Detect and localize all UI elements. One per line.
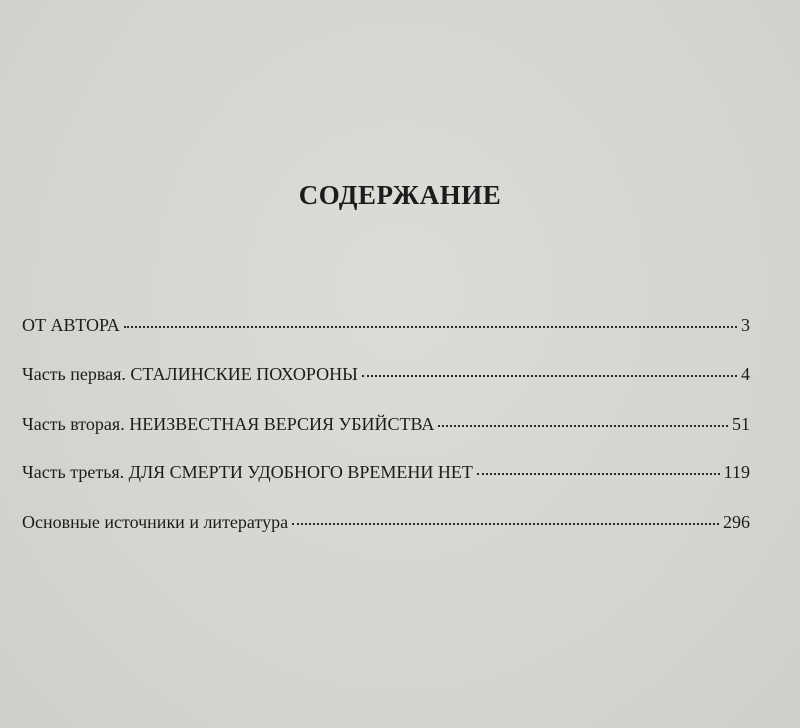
dot-leader: [362, 375, 737, 377]
dot-leader: [477, 473, 720, 475]
dot-leader: [124, 326, 737, 328]
toc-entry: [22, 414, 750, 435]
toc-entry: [22, 315, 750, 336]
toc-entry-label: ОТ АВТОРА: [22, 315, 120, 335]
toc-entry: [22, 364, 750, 385]
toc-entry: [22, 512, 750, 533]
toc-entry-page: 4: [741, 364, 750, 384]
page-title: СОДЕРЖАНИЕ: [298, 180, 502, 210]
toc-entry-label: Часть вторая. НЕИЗВЕСТНАЯ ВЕРСИЯ УБИЙСТВА: [22, 414, 435, 434]
toc-entry-label: Основные источники и литература: [22, 512, 289, 532]
dot-leader: [292, 523, 719, 525]
toc-entry: [22, 462, 750, 483]
toc-entry-page: 119: [723, 462, 750, 482]
toc-entry-page: 296: [723, 512, 750, 532]
toc-entry-page: 51: [732, 414, 750, 434]
dot-leader: [438, 425, 728, 427]
toc-entry-label: Часть третья. ДЛЯ СМЕРТИ УДОБНОГО ВРЕМЕНИ НЕТ: [22, 462, 473, 482]
toc-entry-page: 3: [741, 315, 750, 335]
toc-entry-label: Часть первая. СТАЛИНСКИЕ ПОХОРОНЫ: [22, 364, 358, 384]
